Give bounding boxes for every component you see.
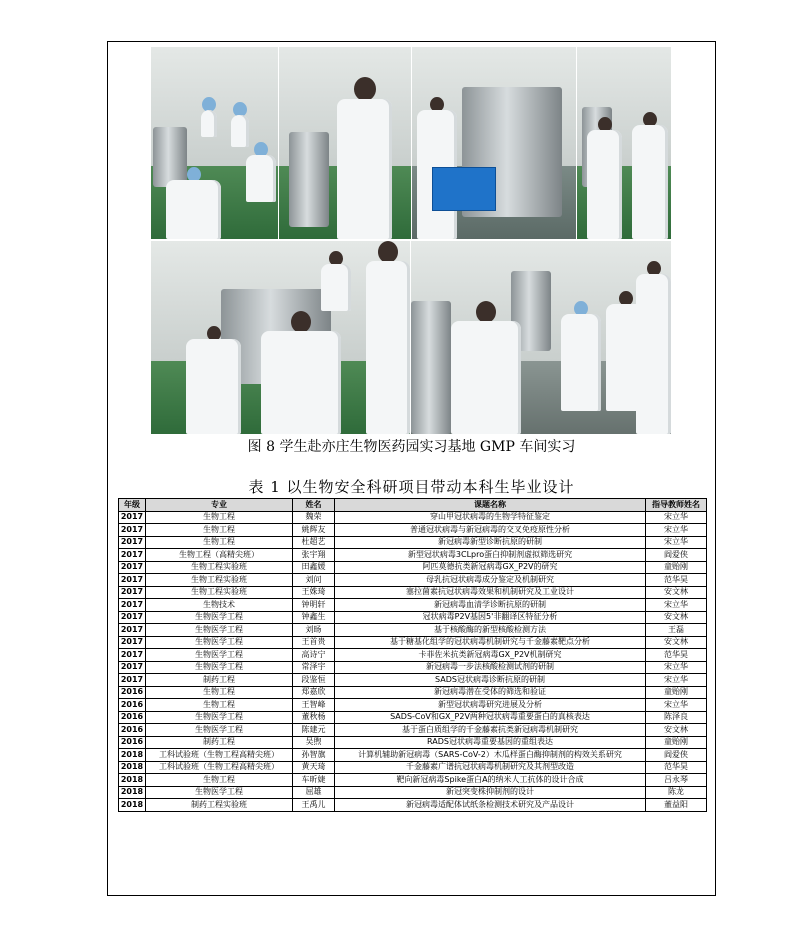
student-cell: 王智峰: [293, 699, 335, 712]
student-cell: 王禹儿: [293, 799, 335, 812]
topic-cell: 新冠病毒血清学诊断抗原的研制: [335, 599, 646, 612]
student-cell: 孙智旗: [293, 749, 335, 762]
grade-cell: 2018: [119, 749, 146, 762]
topic-cell: 靶向新冠病毒Spike蛋白A的纳米人工抗体的设计合成: [335, 774, 646, 787]
major-cell: 生物医学工程: [146, 649, 293, 662]
student-cell: 刘问: [293, 574, 335, 587]
advisor-cell: 童贻刚: [646, 686, 707, 699]
grade-cell: 2017: [119, 624, 146, 637]
student-cell: 杜超艺: [293, 536, 335, 549]
table-row: [119, 661, 707, 674]
gmp-workshop-photo-2: [279, 47, 411, 239]
major-cell: 生物技术: [146, 599, 293, 612]
student-cell: 常泽宇: [293, 661, 335, 674]
figure-caption: 图 8 学生赴亦庄生物医药园实习基地 GMP 车间实习: [247, 439, 576, 455]
student-cell: 姚辉友: [293, 524, 335, 537]
advisor-cell: 宋立华: [646, 699, 707, 712]
table-title: 表 1 以生物安全科研项目带动本科生毕业设计: [248, 478, 575, 496]
gmp-workshop-photo-5: [151, 241, 410, 434]
grade-cell: 2017: [119, 511, 146, 524]
major-cell: 制药工程实验班: [146, 799, 293, 812]
major-cell: 生物医学工程: [146, 724, 293, 737]
major-cell: 制药工程: [146, 736, 293, 749]
advisor-cell: 童贻刚: [646, 561, 707, 574]
gmp-workshop-photo-3: [412, 47, 576, 239]
advisor-cell: 安文林: [646, 636, 707, 649]
major-cell: 生物医学工程: [146, 636, 293, 649]
grade-cell: 2017: [119, 674, 146, 687]
table-row: [119, 736, 707, 749]
major-cell: 生物工程（高精尖班）: [146, 549, 293, 562]
student-cell: 屈雄: [293, 786, 335, 799]
grade-cell: 2017: [119, 536, 146, 549]
topic-cell: 塞拉菌素抗冠状病毒效果和机制研究及工业设计: [335, 586, 646, 599]
grade-cell: 2017: [119, 649, 146, 662]
topic-cell: 普通冠状病毒与新冠病毒的交叉免疫原性分析: [335, 524, 646, 537]
advisor-cell: 宋立华: [646, 536, 707, 549]
table-row: [119, 574, 707, 587]
student-cell: 王首贵: [293, 636, 335, 649]
student-cell: 段鉴恒: [293, 674, 335, 687]
major-cell: 生物工程实验班: [146, 561, 293, 574]
advisor-cell: 范华昊: [646, 761, 707, 774]
topic-cell: RADS冠状病毒重要基因的重组表达: [335, 736, 646, 749]
advisor-cell: 陈龙: [646, 786, 707, 799]
major-cell: 生物医学工程: [146, 624, 293, 637]
major-cell: 生物医学工程: [146, 786, 293, 799]
topic-cell: 卡菲佐米抗类新冠病毒GX_P2V机制研究: [335, 649, 646, 662]
major-cell: 生物工程: [146, 511, 293, 524]
advisor-cell: 安文林: [646, 724, 707, 737]
table-row: [119, 536, 707, 549]
advisor-cell: 阎爱侠: [646, 749, 707, 762]
table-row: [119, 611, 707, 624]
grade-cell: 2016: [119, 736, 146, 749]
student-cell: 吴煦: [293, 736, 335, 749]
table-row: [119, 549, 707, 562]
grade-cell: 2017: [119, 574, 146, 587]
grade-cell: 2017: [119, 586, 146, 599]
major-cell: 生物医学工程: [146, 711, 293, 724]
table-row: [119, 786, 707, 799]
topic-cell: 基于核酸酶的新型核酸检测方法: [335, 624, 646, 637]
topic-cell: 冠状病毒P2V基因5'非翻译区特征分析: [335, 611, 646, 624]
table-row: [119, 686, 707, 699]
student-cell: 车昕婕: [293, 774, 335, 787]
table-row: [119, 724, 707, 737]
gmp-workshop-photo-4: [577, 47, 671, 239]
topic-cell: 阿匹莫德抗类新冠病毒GX_P2V的研究: [335, 561, 646, 574]
major-cell: 生物医学工程: [146, 611, 293, 624]
advisor-cell: 范华昊: [646, 574, 707, 587]
advisor-cell: 安文林: [646, 611, 707, 624]
grade-cell: 2018: [119, 774, 146, 787]
student-cell: 张宇翔: [293, 549, 335, 562]
header-advisor: 指导教师姓名: [646, 499, 707, 512]
advisor-cell: 童贻刚: [646, 736, 707, 749]
grade-cell: 2018: [119, 799, 146, 812]
major-cell: 生物工程: [146, 536, 293, 549]
grade-cell: 2016: [119, 686, 146, 699]
table-row: [119, 636, 707, 649]
table-row: [119, 749, 707, 762]
table-row: [119, 586, 707, 599]
topic-cell: 基于蛋白质组学的千金藤素抗类新冠病毒机制研究: [335, 724, 646, 737]
advisor-cell: 宋立华: [646, 674, 707, 687]
major-cell: 生物工程实验班: [146, 586, 293, 599]
advisor-cell: 安文林: [646, 586, 707, 599]
topic-cell: 新型冠状病毒3CLpro蛋白抑制剂虚拟筛选研究: [335, 549, 646, 562]
student-cell: 刘旸: [293, 624, 335, 637]
advisor-cell: 范华昊: [646, 649, 707, 662]
header-topic: 课题名称: [335, 499, 646, 512]
major-cell: 工科试验班（生物工程高精尖班）: [146, 749, 293, 762]
thesis-table: [118, 498, 707, 812]
grade-cell: 2017: [119, 611, 146, 624]
topic-cell: 穿山甲冠状病毒的生物学特征鉴定: [335, 511, 646, 524]
gmp-workshop-photo-1: [151, 47, 278, 239]
advisor-cell: 宋立华: [646, 524, 707, 537]
topic-cell: 新型冠状病毒研究进展及分析: [335, 699, 646, 712]
table-row: [119, 624, 707, 637]
header-grade: 年级: [119, 499, 146, 512]
grade-cell: 2017: [119, 524, 146, 537]
header-major: 专业: [146, 499, 293, 512]
topic-cell: 新冠病毒一步法核酸检测试剂的研制: [335, 661, 646, 674]
grade-cell: 2016: [119, 711, 146, 724]
topic-cell: 基于糖基化组学的冠状病毒机制研究与千金藤素靶点分析: [335, 636, 646, 649]
grade-cell: 2017: [119, 549, 146, 562]
grade-cell: 2017: [119, 561, 146, 574]
major-cell: 生物工程实验班: [146, 574, 293, 587]
table-row: [119, 699, 707, 712]
header-name: 姓名: [293, 499, 335, 512]
major-cell: 工科试验班（生物工程高精尖班）: [146, 761, 293, 774]
grade-cell: 2017: [119, 599, 146, 612]
student-cell: 田鑫媛: [293, 561, 335, 574]
advisor-cell: 宋立华: [646, 599, 707, 612]
table-row: [119, 799, 707, 812]
gmp-workshop-photo-6: [411, 241, 671, 434]
table-row: [119, 524, 707, 537]
grade-cell: 2016: [119, 699, 146, 712]
major-cell: 生物工程: [146, 774, 293, 787]
grade-cell: 2018: [119, 786, 146, 799]
major-cell: 生物工程: [146, 524, 293, 537]
topic-cell: 计算机辅助新冠病毒（SARS-CoV-2）木瓜样蛋白酶抑制剂的构效关系研究: [335, 749, 646, 762]
topic-cell: 新冠病毒适配体试纸条检测技术研究及产品设计: [335, 799, 646, 812]
topic-cell: 新冠突变株抑制剂的设计: [335, 786, 646, 799]
table-header-row: [119, 499, 707, 512]
topic-cell: 新冠病毒新型诊断抗原的研制: [335, 536, 646, 549]
student-cell: 钟明轩: [293, 599, 335, 612]
table-row: [119, 511, 707, 524]
table-row: [119, 711, 707, 724]
grade-cell: 2016: [119, 724, 146, 737]
topic-cell: SADS冠状病毒诊断抗原的研制: [335, 674, 646, 687]
student-cell: 钟鑫生: [293, 611, 335, 624]
topic-cell: 新冠病毒潜在受体的筛选和验证: [335, 686, 646, 699]
advisor-cell: 陈泽良: [646, 711, 707, 724]
table-row: [119, 674, 707, 687]
advisor-cell: 宋立华: [646, 661, 707, 674]
advisor-cell: 宋立华: [646, 511, 707, 524]
advisor-cell: 董益阳: [646, 799, 707, 812]
student-cell: 魏荣: [293, 511, 335, 524]
table-row: [119, 561, 707, 574]
topic-cell: 千金藤素广谱抗冠状病毒机制研究及其剂型改造: [335, 761, 646, 774]
major-cell: 制药工程: [146, 674, 293, 687]
topic-cell: SADS-CoV和GX_P2V两种冠状病毒重要蛋白的真核表达: [335, 711, 646, 724]
table-row: [119, 649, 707, 662]
table-row: [119, 761, 707, 774]
advisor-cell: 吕永琴: [646, 774, 707, 787]
student-cell: 王姝琦: [293, 586, 335, 599]
major-cell: 生物工程: [146, 686, 293, 699]
advisor-cell: 阎爱侠: [646, 549, 707, 562]
student-cell: 陈建元: [293, 724, 335, 737]
topic-cell: 母乳抗冠状病毒成分鉴定及机制研究: [335, 574, 646, 587]
major-cell: 生物工程: [146, 699, 293, 712]
advisor-cell: 王磊: [646, 624, 707, 637]
grade-cell: 2017: [119, 636, 146, 649]
major-cell: 生物医学工程: [146, 661, 293, 674]
student-cell: 黄天琦: [293, 761, 335, 774]
table-row: [119, 774, 707, 787]
student-cell: 董秋杨: [293, 711, 335, 724]
table-row: [119, 599, 707, 612]
grade-cell: 2017: [119, 661, 146, 674]
grade-cell: 2018: [119, 761, 146, 774]
student-cell: 郑嘉欣: [293, 686, 335, 699]
student-cell: 高诗宁: [293, 649, 335, 662]
